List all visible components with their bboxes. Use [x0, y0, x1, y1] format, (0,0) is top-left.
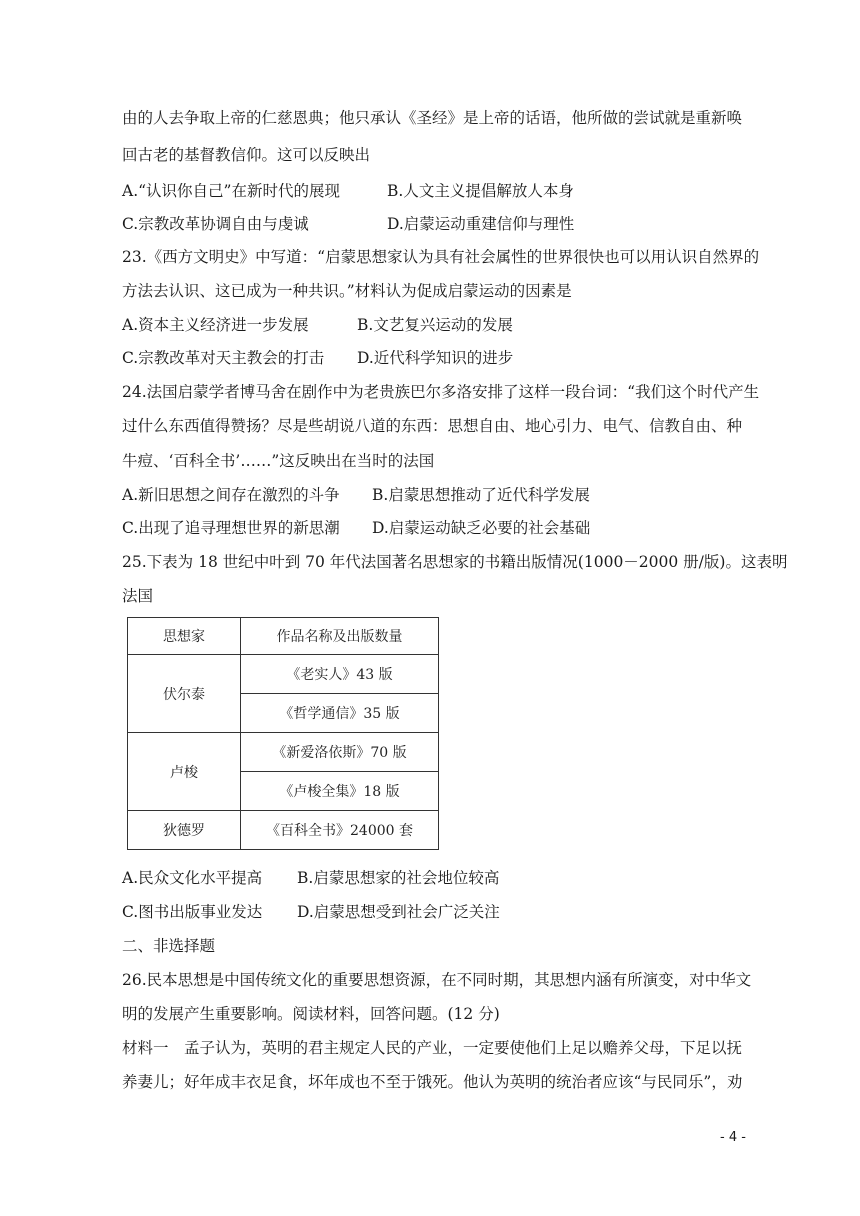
q24-text-1: 24.法国启蒙学者博马舍在剧作中为老贵族巴尔多洛安排了这样一段台词：“我们这个时代产生	[122, 383, 760, 401]
q23-text-1: 23.《西方文明史》中写道：“启蒙思想家认为具有社会属性的世界很快也可以用认识自然界的	[122, 248, 760, 266]
q24-option-b[interactable]: B.启蒙思想推动了近代科学发展	[372, 486, 590, 504]
line-1: 由的人去争取上帝的仁慈恩典；他只承认《圣经》是上帝的话语，他所做的尝试就是重新唤	[122, 109, 743, 127]
q25-option-b[interactable]: B.启蒙思想家的社会地位较高	[297, 869, 500, 887]
section-heading: 二、非选择题	[122, 937, 216, 955]
material-1-line-2: 养妻儿；好年成丰衣足食，坏年成也不至于饿死。他认为英明的统治者应该“与民同乐”，劝	[122, 1073, 743, 1091]
q22-option-a[interactable]: A.“认识你自己”在新时代的展现	[122, 182, 340, 200]
q22-option-b[interactable]: B.人文主义提倡解放人本身	[387, 182, 574, 200]
q26-text-2: 明的发展产生重要影响。阅读材料，回答问题。(12 分)	[122, 1005, 500, 1023]
q25-text-1: 25.下表为 18 世纪中叶到 70 年代法国著名思想家的书籍出版情况(1000－2000 册/版)。这表明	[122, 553, 788, 571]
q24-option-d[interactable]: D.启蒙运动缺乏必要的社会基础	[372, 519, 591, 537]
q24-option-c[interactable]: C.出现了追寻理想世界的新思潮	[122, 519, 340, 537]
work-encyclopedie: 《百科全书》24000 套	[241, 811, 439, 850]
thinker-voltaire: 伏尔泰	[128, 655, 241, 733]
q22-option-d[interactable]: D.启蒙运动重建信仰与理性	[387, 215, 575, 233]
q25-option-a[interactable]: A.民众文化水平提高	[122, 869, 263, 887]
q23-option-a[interactable]: A.资本主义经济进一步发展	[122, 316, 309, 334]
work-philosophical-letters: 《哲学通信》35 版	[241, 694, 439, 733]
q26-text-1: 26.民本思想是中国传统文化的重要思想资源，在不同时期，其思想内涵有所演变，对中华文	[122, 971, 752, 989]
q23-option-d[interactable]: D.近代科学知识的进步	[357, 349, 514, 367]
q25-option-c[interactable]: C.图书出版事业发达	[122, 903, 263, 921]
header-thinker: 思想家	[128, 618, 241, 655]
q23-option-c[interactable]: C.宗教改革对天主教会的打击	[122, 349, 325, 367]
work-new-heloise: 《新爱洛依斯》70 版	[241, 733, 439, 772]
q24-text-2: 过什么东西值得赞扬？尽是些胡说八道的东西：思想自由、地心引力、电气、信教自由、种	[122, 417, 743, 435]
q24-text-3: 牛痘、‘百科全书’……”这反映出在当时的法国	[122, 452, 435, 470]
q25-option-d[interactable]: D.启蒙思想受到社会广泛关注	[297, 903, 500, 921]
line-2: 回古老的基督教信仰。这可以反映出	[122, 146, 371, 164]
work-candide: 《老实人》43 版	[241, 655, 439, 694]
q25-text-2: 法国	[122, 587, 154, 605]
publication-table	[127, 617, 439, 850]
thinker-diderot: 狄德罗	[128, 811, 241, 850]
header-works: 作品名称及出版数量	[241, 618, 439, 655]
q22-option-c[interactable]: C.宗教改革协调自由与虔诚	[122, 215, 309, 233]
q23-text-2: 方法去认识、这已成为一种共识。”材料认为促成启蒙运动的因素是	[122, 282, 572, 300]
material-1-line-1: 材料一 孟子认为，英明的君主规定人民的产业，一定要使他们上足以赡养父母，下足以抚	[122, 1039, 743, 1057]
q24-option-a[interactable]: A.新旧思想之间存在激烈的斗争	[122, 486, 340, 504]
page-number: - 4 -	[720, 1130, 746, 1145]
work-rousseau-complete: 《卢梭全集》18 版	[241, 772, 439, 811]
q23-option-b[interactable]: B.文艺复兴运动的发展	[357, 316, 513, 334]
thinker-rousseau: 卢梭	[128, 733, 241, 811]
